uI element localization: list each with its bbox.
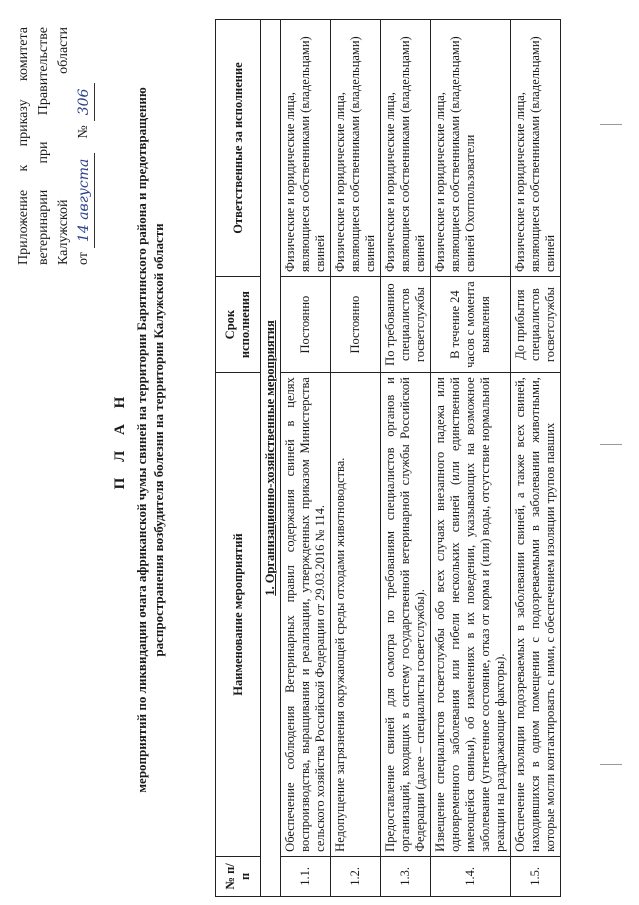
- approval-word: приказу: [16, 99, 31, 147]
- row-num: 1.4.: [431, 856, 511, 896]
- approval-word: области: [56, 27, 71, 74]
- approval-word: Приложение: [16, 189, 31, 265]
- row-resp: Физические и юридические лица, являющиеся собственниками (владельцами) свиней: [381, 20, 431, 277]
- measures-table: [215, 19, 561, 897]
- approval-word: при: [36, 141, 51, 164]
- plan-heading: П Л А Н: [112, 390, 128, 490]
- approval-word: комитета: [16, 27, 31, 82]
- approval-stamp: [14, 27, 95, 265]
- document-title: [112, 15, 167, 865]
- table-row: [281, 20, 331, 897]
- row-resp: Физические и юридические лица, являющиеся собственниками (владельцами) свиней: [281, 20, 331, 277]
- table-row: [381, 20, 431, 897]
- row-term: До прибытия специалистов госветслужбы: [511, 277, 561, 373]
- approval-word: Калужской: [56, 199, 71, 265]
- header-name: Наименование мероприятий: [216, 373, 261, 857]
- table-row: [511, 20, 561, 897]
- scan-mark: [600, 764, 622, 765]
- table-row: [331, 20, 381, 897]
- row-name: Предоставление свиней для осмотра по требованиям специалистов органов и организаций, входящих в систему государственной ветеринарной службы Российской Федерации (далее – специалисты госветслужбы).: [381, 373, 431, 857]
- section-title: 1. Организационно-хозяйственные мероприятия: [261, 20, 281, 897]
- header-num: № п/п: [216, 856, 261, 896]
- date-prefix: от: [76, 252, 91, 265]
- row-num: 1.1.: [281, 856, 331, 896]
- scan-mark: [600, 124, 622, 125]
- table-header-row: [216, 20, 261, 897]
- approval-word: Правительстве: [36, 27, 51, 116]
- table-row: [431, 20, 511, 897]
- row-resp: Физические и юридические лица, являющиеся собственниками (владельцами) свиней Охотпользователи: [431, 20, 511, 277]
- approval-line-2: [34, 27, 54, 265]
- row-term: Постоянно: [281, 277, 331, 373]
- plan-subtitle-line-2: распространения возбудителя болезни на территории Калужской области: [151, 223, 166, 657]
- row-resp: Физические и юридические лица, являющиеся собственниками (владельцами) свиней: [331, 20, 381, 277]
- section-row: [261, 20, 281, 897]
- approval-date-line: [74, 27, 95, 265]
- row-name: Извещение специалистов госветслужбы обо всех случаях внезапного падежа или одновременного заболевания или гибели нескольких свиней (или единственной имеющейся свиньи), об изменениях в их поведении, указывающих на возможное заболевание (угнетенное состояние, отказ от корма и (или) воды, отсутствие нормальной реакции на раздражающие факторы).: [431, 373, 511, 857]
- row-term: Постоянно: [331, 277, 381, 373]
- row-term: По требованию специалистов госветслужбы: [381, 277, 431, 373]
- number-prefix: №: [76, 125, 91, 139]
- row-term: В течение 24 часов с момента выявления: [431, 277, 511, 373]
- row-num: 1.2.: [331, 856, 381, 896]
- approval-word: ветеринарии: [36, 189, 51, 265]
- row-resp: Физические и юридические лица, являющиеся собственниками (владельцами) свиней: [511, 20, 561, 277]
- row-name: Недопущение загрязнения окружающей среды отходами животноводства.: [331, 373, 381, 857]
- row-name: Обеспечение соблюдения Ветеринарных правил содержания свиней в целях воспроизводства, выращивания и реализации, утвержденных приказом Министерства сельского хозяйства Российской Федерации от 29.03.2016 № 114.: [281, 373, 331, 857]
- scan-mark: [600, 444, 622, 445]
- approval-line-1: [14, 27, 34, 265]
- row-num: 1.5.: [511, 856, 561, 896]
- row-name: Обеспечение изоляции подозреваемых в заболевании свиней, а также всех свиней, находившихся в одном помещении с подозреваемыми в заболевании животными, которые могли контактировать с ними, с обеспечением изоляции трупов павших: [511, 373, 561, 857]
- header-term: Срок исполнения: [216, 277, 261, 373]
- date-handwritten: 14 августа: [74, 153, 95, 248]
- approval-line-3: [54, 27, 74, 265]
- header-resp: Ответственные за исполнение: [216, 20, 261, 277]
- number-handwritten: 306: [74, 83, 95, 122]
- approval-word: к: [16, 164, 31, 172]
- row-num: 1.3.: [381, 856, 431, 896]
- plan-subtitle-line-1: мероприятий по ликвидации очага африканской чумы свиней на территории Барятинского района и предотвращению: [134, 87, 149, 793]
